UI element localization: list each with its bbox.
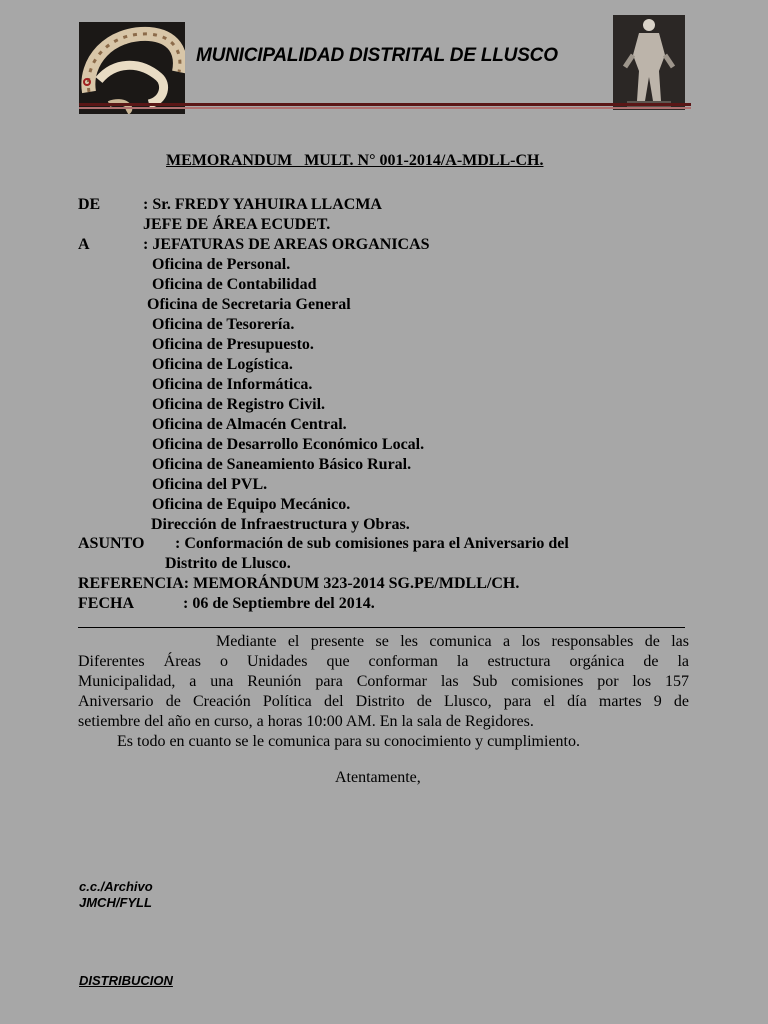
office-item: Oficina de Presupuesto.	[152, 336, 314, 353]
office-item: Oficina de Logística.	[152, 356, 293, 373]
de-role: JEFE DE ÁREA ECUDET.	[143, 216, 331, 233]
asunto-label: ASUNTO	[78, 535, 145, 552]
horn-logo	[79, 22, 185, 114]
office-item: Oficina de Informática.	[152, 376, 313, 393]
body-line: Diferentes Áreas o Unidades que conforman la estructura orgánica de la	[78, 653, 689, 670]
memo-title: MEMORANDUM MULT. N° 001-2014/A-MDLL-CH.	[166, 152, 544, 169]
office-item: Oficina de Registro Civil.	[152, 396, 326, 413]
municipality-name: MUNICIPALIDAD DISTRITAL DE LLUSCO	[196, 45, 558, 66]
office-item: Dirección de Infraestructura y Obras.	[151, 516, 410, 533]
cc-archive: c.c./Archivo	[79, 879, 153, 894]
distribucion-heading: DISTRIBUCION	[79, 973, 173, 988]
office-item: Oficina del PVL.	[152, 476, 268, 493]
office-item: Oficina de Tesorería.	[152, 316, 295, 333]
office-item: Oficina de Desarrollo Económico Local.	[152, 436, 425, 453]
header-divider	[79, 103, 691, 106]
referencia: REFERENCIA: MEMORÁNDUM 323-2014 SG.PE/MDLL/CH.	[78, 575, 520, 592]
office-item: Oficina de Secretaria General	[147, 296, 351, 313]
body-line: Municipalidad, a una Reunión para Conformar las Sub comisiones por los 157	[78, 673, 689, 690]
initials: JMCH/FYLL	[79, 895, 152, 910]
asunto-value: : Conformación de sub comisiones para el Aniversario del	[175, 535, 569, 552]
office-item: Oficina de Personal.	[152, 256, 291, 273]
statue-image	[613, 15, 685, 110]
body-line: Aniversario de Creación Política del Distrito de Llusco, para el día martes 9 de	[78, 693, 689, 710]
fecha-value: : 06 de Septiembre del 2014.	[183, 595, 375, 612]
office-item: Oficina de Saneamiento Básico Rural.	[152, 456, 412, 473]
asunto-continuation: Distrito de Llusco.	[165, 555, 291, 572]
de-label: DE	[78, 196, 101, 213]
office-item: Oficina de Contabilidad	[152, 276, 317, 293]
closing: Atentamente,	[335, 769, 421, 786]
fecha-label: FECHA	[78, 595, 134, 612]
a-label: A	[78, 236, 90, 253]
office-item: Oficina de Equipo Mecánico.	[152, 496, 351, 513]
body-line: Mediante el presente se les comunica a los responsables de las	[216, 633, 689, 650]
body-line: setiembre del año en curso, a horas 10:00 AM. En la sala de Regidores.	[78, 713, 534, 730]
section-divider	[78, 627, 685, 628]
body-paragraph	[78, 632, 689, 752]
body-line: Es todo en cuanto se le comunica para su conocimiento y cumplimiento.	[117, 733, 580, 750]
office-item: Oficina de Almacén Central.	[152, 416, 347, 433]
de-value: : Sr. FREDY YAHUIRA LLACMA	[143, 196, 382, 213]
a-value: : JEFATURAS DE AREAS ORGANICAS	[143, 236, 430, 253]
header-divider-accent	[79, 107, 691, 109]
